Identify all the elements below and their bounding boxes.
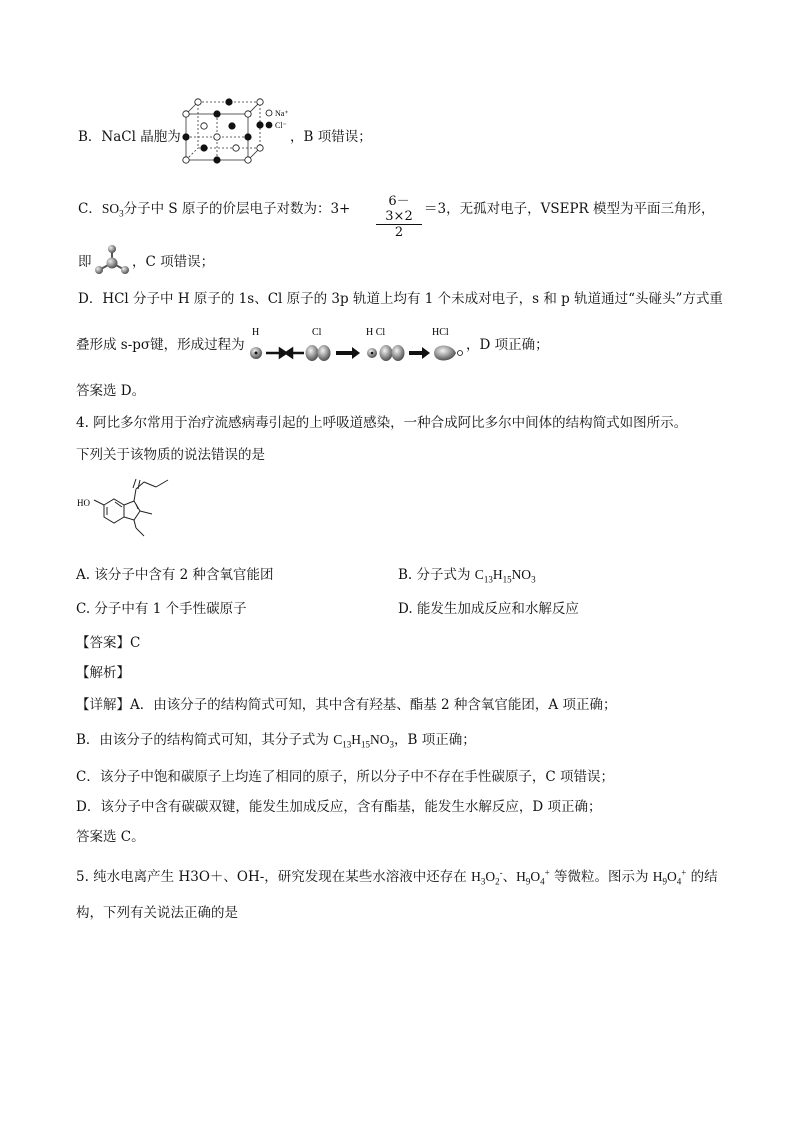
so3-main: SO (101, 201, 120, 216)
q4-detail-b-formula (333, 732, 394, 750)
s2-hsub: 9 (525, 876, 531, 887)
s2-sup: + (544, 867, 550, 878)
option-c-line2-prefix: 即 (78, 254, 92, 270)
s1-osub: 2 (495, 876, 500, 887)
q4-final-answer: 答案选 C。 (76, 829, 145, 845)
q4-analysis-label: 【解析】 (76, 665, 130, 681)
f2-h: H (351, 732, 361, 747)
q5-stem-line2: 构，下列有关说法正确的是 (76, 905, 238, 921)
f-c: C (474, 567, 484, 582)
so3-sub: 3 (119, 208, 124, 219)
fig-label-h-cl: H Cl (366, 327, 386, 338)
s2-osub: 4 (540, 876, 545, 887)
option-d-line1: D．HCl 分子中 H 原子的 1s、Cl 原子的 3p 轨道上均有 1 个未成对电子，s 和 p 轨道通过“头碰头”方式重 (78, 291, 723, 307)
s2-h: H (516, 869, 526, 884)
option-b-text (78, 128, 181, 146)
q4-stem-line1: 4. 阿比多尔常用于治疗流感病毒引起的上呼吸道感染，一种合成阿比多尔中间体的结构简式如图所示。 (76, 415, 688, 431)
option-c-mid: 分子中 S 原子的价层电子对数为：3+ (123, 201, 351, 217)
q4-detail-b (76, 731, 476, 749)
s3-o: O (667, 869, 677, 884)
q4-detail-b-prefix: B．由该分子的结构简式可知，其分子式为 (76, 732, 334, 748)
f-o-n: 3 (531, 574, 536, 585)
q4-answer: 【答案】C (76, 635, 141, 651)
f2-rest: NO (369, 732, 390, 747)
species-3 (652, 867, 687, 887)
q4-detail-c: C．该分子中饱和碳原子上均连了相同的原子，所以分子中不存在手性碳原子，C 项错误； (76, 769, 614, 785)
ho-label: HO (77, 498, 90, 508)
hcl-orbital-figure (246, 324, 468, 368)
q4-detail-d: D．该分子中含有碳碳双键，能发生加成反应，含有酯基，能发生水解反应，D 项正确； (76, 799, 602, 815)
f-rest: NO (511, 567, 532, 582)
q4-option-b (398, 566, 536, 584)
q4-option-a: A. 该分子中含有 2 种含氧官能团 (76, 567, 274, 583)
s1-sup: - (499, 867, 503, 878)
q4-option-c: C. 分子中有 1 个手性碳原子 (76, 601, 247, 617)
q3-answer: 答案选 D。 (76, 383, 146, 399)
option-d-line2-prefix: 叠形成 s-pσ键，形成过程为 (76, 337, 245, 353)
f2-o-n: 3 (389, 739, 394, 750)
legend-na: Na⁺ (275, 109, 289, 118)
q5-stem-line1 (76, 868, 718, 886)
fraction-denominator: 2 (376, 224, 422, 240)
option-c-line2-suffix: ，C 项错误； (132, 254, 215, 270)
option-c-prefix: C． (78, 201, 102, 217)
s1-o: O (485, 869, 496, 884)
fig-label-h: H (252, 327, 260, 338)
q4-detail-b-suffix: ，B 项正确； (393, 732, 476, 748)
option-b-suffix: ，B 项错误； (290, 129, 372, 145)
nacl-cell-figure (176, 98, 294, 168)
species-1 (471, 867, 503, 887)
s3-hsub: 9 (662, 876, 668, 887)
option-d-line2-suffix: ，D 项正确； (466, 337, 549, 353)
option-b-prefix: B．NaCl 晶胞为 (78, 129, 181, 145)
option-c-text (78, 200, 350, 218)
q4-stem-line2: 下列关于该物质的说法错误的是 (76, 447, 265, 463)
q4-option-d: D. 能发生加成反应和水解反应 (398, 601, 579, 617)
species-2 (516, 867, 550, 887)
s3-osub: 4 (676, 876, 682, 887)
q5-mid: 等微粒。图示为 (549, 869, 653, 885)
q4-option-b-prefix: B. 分子式为 (398, 567, 475, 583)
f2-c: C (333, 732, 343, 747)
legend-cl: Cl⁻ (275, 121, 287, 130)
fraction (376, 190, 422, 240)
q5-end: 的结 (686, 869, 718, 885)
fraction-numerator: 6－3×2 (385, 194, 413, 224)
q4-option-b-formula (474, 567, 536, 585)
f-h-n: 15 (502, 574, 512, 585)
indole-structure-figure (76, 474, 192, 548)
fig-label-hcl: HCl (432, 327, 449, 338)
s1-h: H (471, 869, 481, 884)
f2-h-n: 15 (360, 739, 370, 750)
f2-c-n: 13 (342, 739, 352, 750)
f-h: H (492, 567, 503, 582)
s3-sup: + (681, 867, 687, 878)
s1-hsub: 3 (480, 876, 486, 887)
so3-model-figure (92, 243, 132, 277)
q5-sep: 、 (502, 869, 517, 885)
fig-label-cl: Cl (312, 327, 322, 338)
s2-o: O (530, 869, 541, 884)
so3-formula (101, 201, 124, 219)
s3-h: H (652, 869, 663, 884)
q4-detail-a: 【详解】A．由该分子的结构简式可知，其中含有羟基、酯基 2 种含氧官能团，A 项正确； (76, 697, 617, 713)
option-c-suffix: ＝3，无孤对电子，VSEPR 模型为平面三角形， (424, 201, 715, 217)
f-c-n: 13 (483, 574, 493, 585)
q5-line1-prefix: 5. 纯水电离产生 H3O＋、OH-，研究发现在某些水溶液中还存在 (76, 869, 472, 885)
